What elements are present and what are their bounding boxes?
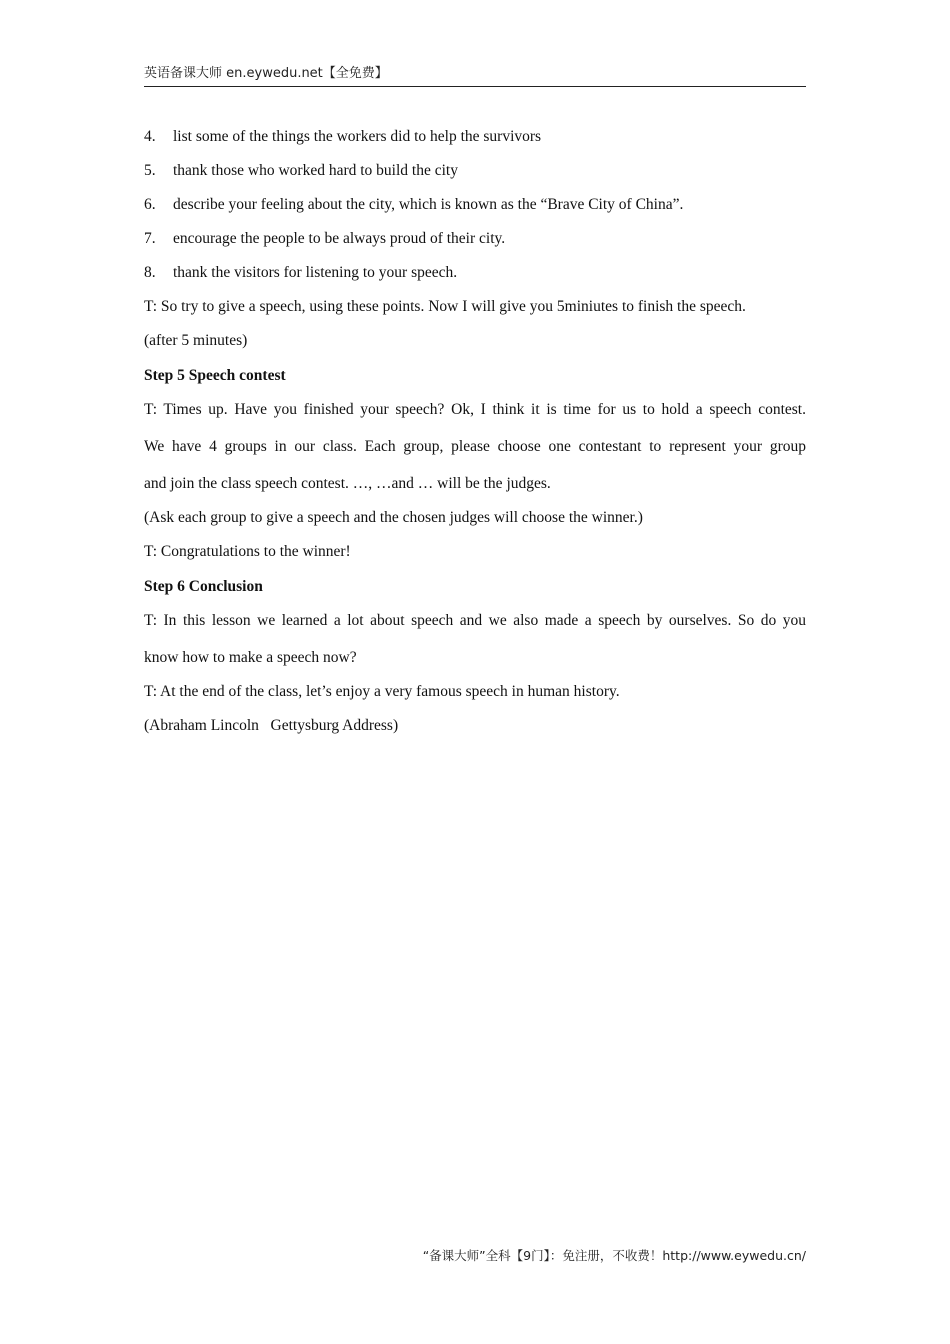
paragraph-famous-speech: T: At the end of the class, let’s enjoy a very famous speech in human history. <box>144 683 620 700</box>
paragraph-times-up-line-1: T: Times up. Have you finished your speech? Ok, I think it is time for us to hold a speech contest. <box>144 401 806 418</box>
list-text: thank the visitors for listening to your speech. <box>173 264 458 281</box>
paragraph-give-speech: T: So try to give a speech, using these points. Now I will give you 5miniutes to finish the speech. <box>144 298 746 315</box>
list-item <box>144 263 806 283</box>
page-footer: “备课大师”全科【9门】：免注册，不收费！http://www.eywedu.cn/ <box>422 1248 806 1263</box>
list-item <box>144 127 806 147</box>
paragraph-after-minutes: (after 5 minutes) <box>144 332 248 349</box>
list-text: encourage the people to be always proud of their city. <box>173 230 506 247</box>
list-text: list some of the things the workers did to help the survivors <box>173 128 542 145</box>
paragraph-ask-groups: (Ask each group to give a speech and the chosen judges will choose the winner.) <box>144 509 643 526</box>
list-text: describe your feeling about the city, which is known as the “Brave City of China”. <box>173 196 684 213</box>
list-number: 6. <box>144 196 156 213</box>
paragraph-times-up-line-2: We have 4 groups in our class. Each group, please choose one contestant to represent your group <box>144 438 806 455</box>
paragraph-conclusion-line-2: know how to make a speech now? <box>144 649 357 666</box>
paragraph-congratulations: T: Congratulations to the winner! <box>144 543 351 560</box>
list-item <box>144 161 806 181</box>
list-item <box>144 195 806 215</box>
list-number: 5. <box>144 162 156 179</box>
step-6-heading: Step 6 Conclusion <box>144 578 263 595</box>
paragraph-lincoln: (Abraham Lincoln Gettysburg Address) <box>144 717 399 734</box>
list-text: thank those who worked hard to build the city <box>173 162 458 179</box>
list-item <box>144 229 806 249</box>
list-number: 8. <box>144 264 156 281</box>
paragraph-conclusion-line-1: T: In this lesson we learned a lot about speech and we also made a speech by ourselves. So do you <box>144 612 806 629</box>
list-number: 4. <box>144 128 156 145</box>
list-number: 7. <box>144 230 156 247</box>
paragraph-times-up-line-3: and join the class speech contest. …, …and … will be the judges. <box>144 475 551 492</box>
step-5-heading: Step 5 Speech contest <box>144 367 286 384</box>
page-header: 英语备课大师 en.eywedu.net【全免费】 <box>144 64 806 87</box>
